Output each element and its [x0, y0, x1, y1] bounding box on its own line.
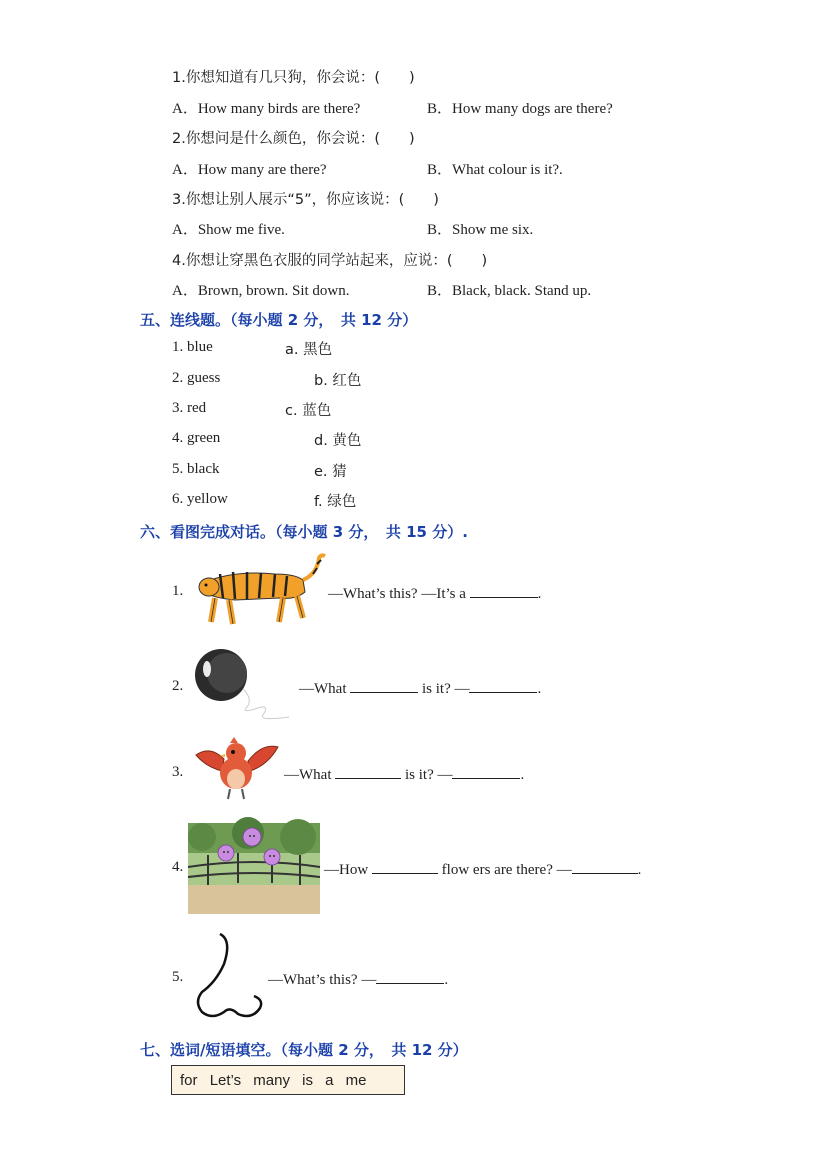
dialogue-3-text: —What: [284, 767, 332, 783]
dialogue-4-line: [324, 859, 641, 879]
dialogue-3-middle: is it? —: [404, 767, 453, 783]
dialogue-4-end: .: [637, 862, 642, 878]
dialogue-2-middle: is it? —: [421, 681, 470, 697]
word-bank-word: Let’s: [209, 1072, 242, 1089]
dialogue-4-text: —How: [324, 862, 369, 878]
question-3-option-a: A．Show me five.: [172, 222, 285, 238]
dialogue-1-end: .: [537, 586, 542, 602]
word-bank-word: a: [325, 1072, 334, 1089]
match-left-1: 1. blue: [172, 339, 213, 355]
dialogue-2-blank-2[interactable]: [469, 678, 537, 693]
dialogue-5-number: 5.: [172, 969, 184, 985]
question-3-stem: 3.你想让别人展示“5”，你应该说：( ): [172, 192, 439, 208]
word-bank-word: me: [345, 1072, 367, 1089]
nose-picture: [194, 930, 266, 1020]
tiger-picture: [195, 552, 330, 630]
match-left-6: 6. yellow: [172, 491, 228, 507]
dialogue-3-end: .: [520, 767, 525, 783]
dialogue-1-number: 1.: [172, 583, 184, 599]
match-right-e: e. 猜: [314, 464, 347, 480]
dialogue-3-blank-2[interactable]: [452, 764, 520, 779]
question-2-option-b: B．What colour is it?.: [427, 162, 563, 178]
match-right-b: b. 红色: [314, 373, 362, 389]
section-6-title: 六、看图完成对话。（每小题 3 分， 共 15 分）.: [140, 523, 468, 541]
match-left-3: 3. red: [172, 400, 207, 416]
dialogue-5-line: [268, 969, 448, 989]
dialogue-2-end: .: [537, 681, 542, 697]
match-right-f: f. 绿色: [314, 494, 357, 510]
section-7-title: 七、选词/短语填空。（每小题 2 分， 共 12 分）: [140, 1041, 468, 1059]
dialogue-2-line: [299, 678, 541, 698]
dialogue-2-text: —What: [299, 681, 347, 697]
question-1-option-b: B．How many dogs are there?: [427, 101, 613, 117]
section-5-title: 五、连线题。（每小题 2 分， 共 12 分）: [140, 311, 418, 329]
dialogue-5-text: —What’s this? —: [268, 972, 377, 988]
question-2-option-a: A．How many are there?: [172, 162, 327, 178]
question-2-stem: 2.你想问是什么颜色，你会说：( ): [172, 131, 415, 147]
dialogue-5-blank[interactable]: [376, 969, 444, 984]
dialogue-1-line: [328, 583, 541, 603]
dialogue-3-number: 3.: [172, 764, 184, 780]
dialogue-5-end: .: [444, 972, 449, 988]
word-bank-box: [171, 1065, 405, 1095]
match-left-2: 2. guess: [172, 370, 221, 386]
dialogue-3-line: [284, 764, 524, 784]
dialogue-3-blank-1[interactable]: [335, 764, 401, 779]
question-4-option-a: A．Brown, brown. Sit down.: [172, 283, 350, 299]
red-bird-picture: [192, 737, 282, 803]
question-1-option-a: A．How many birds are there?: [172, 101, 361, 117]
dialogue-2-blank-1[interactable]: [350, 678, 418, 693]
dialogue-4-blank-1[interactable]: [372, 859, 438, 874]
word-bank-word: many: [253, 1072, 290, 1089]
dialogue-4-middle: flow ers are there? —: [441, 862, 572, 878]
dialogue-4-number: 4.: [172, 859, 184, 875]
dialogue-1-blank[interactable]: [470, 583, 538, 598]
match-right-d: d. 黄色: [314, 433, 362, 449]
question-4-option-b: B．Black, black. Stand up.: [427, 283, 592, 299]
question-3-option-b: B．Show me six.: [427, 222, 534, 238]
match-left-4: 4. green: [172, 430, 221, 446]
dialogue-2-number: 2.: [172, 678, 184, 694]
question-1-stem: 1.你想知道有几只狗，你会说：( ): [172, 70, 415, 86]
dialogue-1-text: —What’s this? —It’s a: [328, 586, 466, 602]
question-4-stem: 4.你想让穿黑色衣服的同学站起来，应说：( ): [172, 253, 488, 269]
dialogue-4-blank-2[interactable]: [572, 859, 638, 874]
word-bank-word: for: [180, 1072, 198, 1089]
word-bank-word: is: [302, 1072, 313, 1089]
flowers-fence-picture: [188, 823, 320, 914]
match-right-c: c. 蓝色: [285, 403, 332, 419]
match-right-a: a. 黑色: [285, 342, 333, 358]
black-ball-picture: [193, 647, 298, 722]
match-left-5: 5. black: [172, 461, 220, 477]
